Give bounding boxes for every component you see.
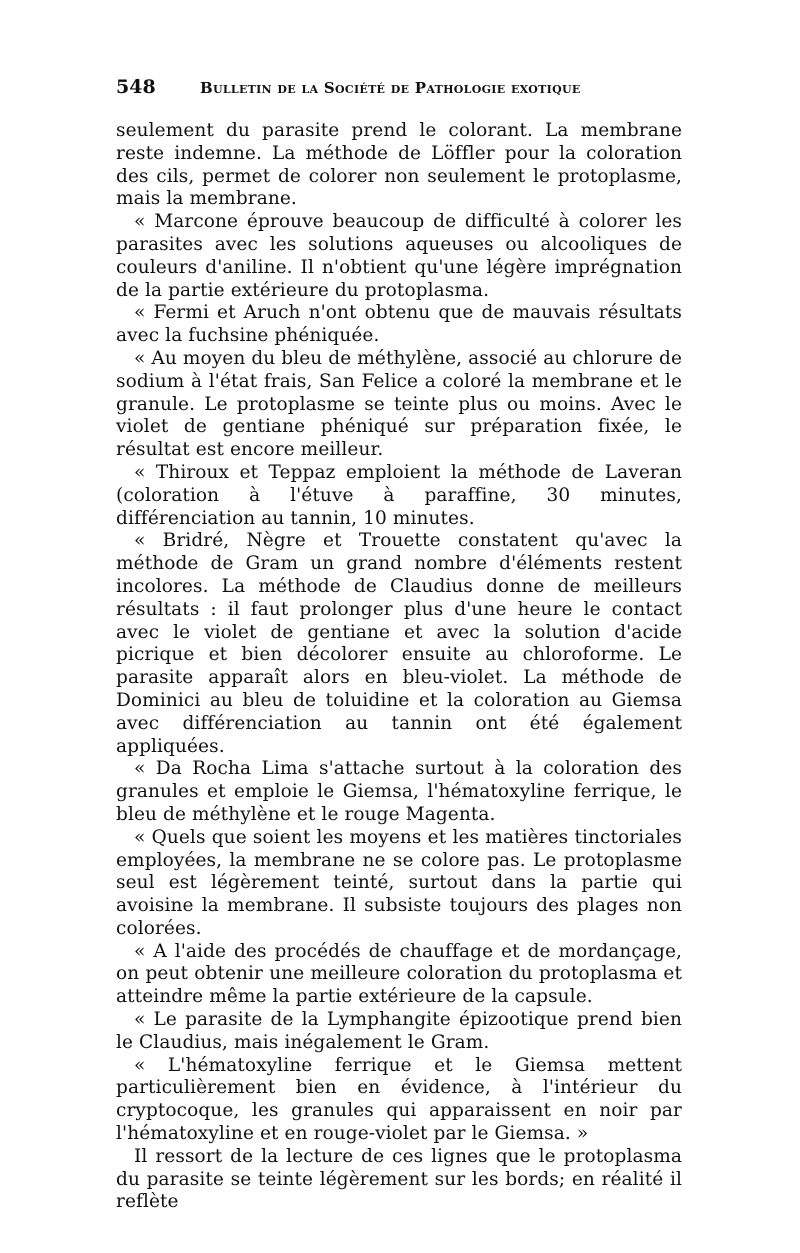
body-text	[116, 120, 682, 1214]
paragraph: « Le parasite de la Lymphangite épizootique prend bien le Claudius, mais inégalement le Gram.	[116, 1009, 682, 1053]
document-page	[116, 76, 682, 1214]
paragraph: Il ressort de la lecture de ces lignes que le protoplasma du parasite se teinte légèrement sur les bords; en réalité il reflète	[116, 1145, 682, 1213]
paragraph: « A l'aide des procédés de chauffage et de mordançage, on peut obtenir une meilleure coloration du protoplasma et atteindre même la partie extérieure de la capsule.	[116, 940, 682, 1008]
paragraph: « Da Rocha Lima s'attache surtout à la coloration des granules et emploie le Giemsa, l'hématoxyline ferrique, le bleu de méthylène et le rouge Magenta.	[116, 758, 682, 825]
paragraph: « Marcone éprouve beaucoup de difficulté à colorer les parasites avec les solutions aqueuses ou alcooliques de couleurs d'aniline. Il n'obtient qu'une légère imprégnation de la partie extérieure du protoplasma.	[116, 211, 682, 301]
paragraph: « Bridré, Nègre et Trouette constatent qu'avec la méthode de Gram un grand nombre d'éléments restent incolores. La méthode de Claudius donne de meilleurs résultats : il faut prolonger plus d'une heure le contact avec le violet de gentiane et avec la solution d'acide picrique et bien décolorer ensuite au chloroforme. Le parasite apparaît alors en bleu-violet. La méthode de Dominici au bleu de toluidine et la coloration au Giemsa avec différenciation au tannin ont été également appliquées.	[116, 530, 682, 757]
paragraph: « Quels que soient les moyens et les matières tinctoriales employées, la membrane ne se colore pas. Le protoplasme seul est légèrement teinté, surtout dans la partie qui avoisine la membrane. Il subsiste toujours des plages non colorées.	[116, 826, 682, 939]
paragraph: « L'hématoxyline ferrique et le Giemsa mettent particulièrement bien en évidence, à l'intérieur du cryptocoque, les granules qui apparaissent en noir par l'hématoxyline et en rouge-violet par le Giemsa. »	[116, 1054, 682, 1145]
page-number: 548	[116, 76, 156, 98]
paragraph: « Au moyen du bleu de méthylène, associé au chlorure de sodium à l'état frais, San Felice a coloré la membrane et le granule. Le protoplasme se teinte plus ou moins. Avec le violet de gentiane phéniqué sur préparation fixée, le résultat est encore meilleur.	[116, 347, 682, 461]
paragraph: « Fermi et Aruch n'ont obtenu que de mauvais résultats avec la fuchsine phéniquée.	[116, 302, 682, 347]
page-header	[116, 76, 682, 112]
running-head: Bulletin de la Société de Pathologie exotique	[200, 79, 581, 97]
paragraph: « Thiroux et Teppaz emploient la méthode de Laveran (coloration à l'étuve à paraffine, 30 minutes, différenciation au tannin, 10 minutes.	[116, 461, 682, 529]
paragraph: seulement du parasite prend le colorant. La membrane reste indemne. La méthode de Löffler pour la coloration des cils, permet de colorer non seulement le protoplasme, mais la membrane.	[116, 120, 682, 210]
